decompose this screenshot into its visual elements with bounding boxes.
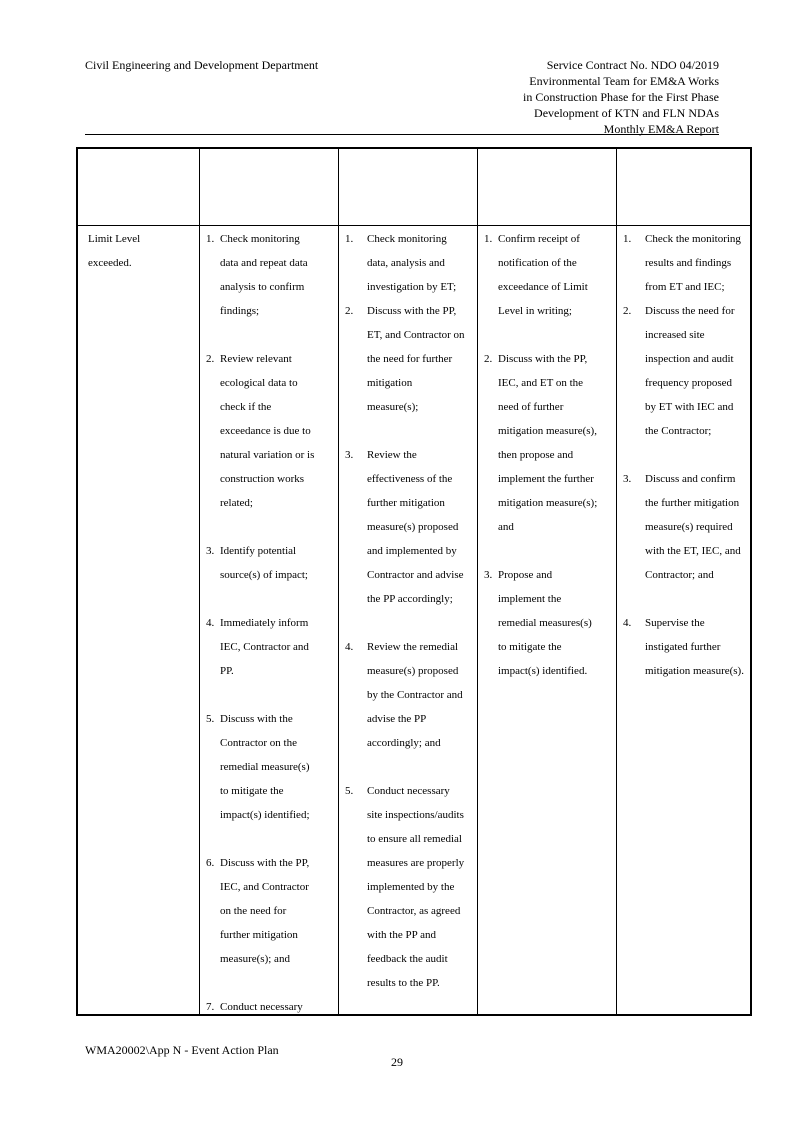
action-item-line: construction works bbox=[220, 473, 305, 485]
action-item-line: need of further bbox=[498, 401, 564, 413]
action-item-line: mitigation measure(s), bbox=[498, 425, 597, 437]
action-item-line: site inspections/audits bbox=[367, 809, 464, 821]
action-item-line: the PP accordingly; bbox=[367, 593, 453, 605]
action-item-line: impact(s) identified; bbox=[220, 809, 310, 821]
action-item-line: measures are properly bbox=[367, 857, 465, 869]
action-item bbox=[623, 467, 753, 587]
action-item bbox=[206, 995, 336, 1019]
action-item-line: Review the bbox=[367, 449, 417, 461]
action-item bbox=[206, 611, 336, 683]
action-item-line: analysis to confirm bbox=[220, 281, 305, 293]
action-item-line: data, analysis and bbox=[367, 257, 445, 269]
action-item bbox=[345, 443, 475, 611]
action-item-line: Identify potential bbox=[220, 545, 297, 557]
action-item bbox=[206, 347, 336, 515]
action-item bbox=[484, 563, 614, 683]
action-item-line: Discuss with the PP, bbox=[498, 353, 588, 365]
action-item bbox=[484, 227, 614, 323]
action-item-line: exceedance is due to bbox=[220, 425, 311, 437]
action-item-number: 4. bbox=[623, 617, 632, 629]
action-item-line: measure(s) proposed bbox=[367, 521, 459, 533]
action-item-line: Contractor; and bbox=[645, 569, 714, 581]
action-item-number: 4. bbox=[345, 641, 354, 653]
action-item-line: the further mitigation bbox=[645, 497, 740, 509]
action-item-line: then propose and bbox=[498, 449, 574, 461]
action-item bbox=[206, 227, 336, 323]
action-item-line: instigated further bbox=[645, 641, 721, 653]
pp-action-cell bbox=[623, 227, 753, 683]
action-item-line: Review relevant bbox=[220, 353, 292, 365]
action-item-number: 1. bbox=[345, 233, 354, 245]
action-item bbox=[345, 227, 475, 299]
action-item-line: mitigation measure(s); bbox=[498, 497, 598, 509]
action-item-line: to mitigate the bbox=[220, 785, 284, 797]
action-item-line: measure(s) proposed bbox=[367, 665, 459, 677]
action-item-line: implemented by the bbox=[367, 881, 455, 893]
action-item-number: 5. bbox=[345, 785, 354, 797]
action-item-line: measure(s); bbox=[367, 401, 419, 413]
action-item-line: Propose and bbox=[498, 569, 553, 581]
action-item-number: 6. bbox=[206, 857, 215, 869]
action-item-line: PP. bbox=[220, 665, 234, 677]
header-divider bbox=[85, 134, 719, 135]
action-item-line: increased site bbox=[645, 329, 705, 341]
action-item-line: ET, and Contractor on bbox=[367, 329, 465, 341]
action-item-number: 4. bbox=[206, 617, 215, 629]
action-item-number: 2. bbox=[206, 353, 215, 365]
action-item-number: 3. bbox=[345, 449, 354, 461]
footer-document-ref: WMA20002\App N - Event Action Plan bbox=[85, 1043, 279, 1057]
action-item-line: ecological data to bbox=[220, 377, 298, 389]
action-item-line: implement the bbox=[498, 593, 562, 605]
action-item-line: by the Contractor and bbox=[367, 689, 463, 701]
action-item-line: mitigation bbox=[367, 377, 413, 389]
action-item-line: IEC, and Contractor bbox=[220, 881, 309, 893]
action-item-line: mitigation measure(s). bbox=[645, 665, 744, 677]
action-item-line: accordingly; and bbox=[367, 737, 441, 749]
action-item-line: the need for further bbox=[367, 353, 453, 365]
action-item bbox=[623, 227, 753, 299]
action-item-line: with the PP and bbox=[367, 929, 436, 941]
action-item-line: and bbox=[498, 521, 514, 533]
action-item-number: 5. bbox=[206, 713, 215, 725]
action-item-line: natural variation or is bbox=[220, 449, 315, 461]
action-item-line: Supervise the bbox=[645, 617, 705, 629]
action-item-line: feedback the audit bbox=[367, 953, 448, 965]
header-contract-line: Service Contract No. NDO 04/2019 bbox=[546, 58, 719, 72]
event-text-line: exceeded. bbox=[88, 257, 132, 269]
action-item-line: related; bbox=[220, 497, 253, 509]
action-item-line: and implemented by bbox=[367, 545, 457, 557]
event-cell bbox=[88, 227, 196, 275]
action-item-line: inspection and audit bbox=[645, 353, 734, 365]
contractor-action-cell bbox=[484, 227, 614, 683]
action-item-line: Confirm receipt of bbox=[498, 233, 580, 245]
column-divider bbox=[199, 149, 200, 1014]
action-item-line: further mitigation bbox=[367, 497, 445, 509]
action-item-number: 2. bbox=[623, 305, 632, 317]
action-item-line: Check monitoring bbox=[220, 233, 300, 245]
action-item-line: the Contractor; bbox=[645, 425, 712, 437]
action-item-line: impact(s) identified. bbox=[498, 665, 588, 677]
column-divider bbox=[477, 149, 478, 1014]
action-item bbox=[345, 635, 475, 755]
action-item-line: results and findings bbox=[645, 257, 732, 269]
action-item-line: notification of the bbox=[498, 257, 577, 269]
action-item-line: from ET and IEC; bbox=[645, 281, 725, 293]
et-action-cell bbox=[206, 227, 336, 1019]
action-item-line: Conduct necessary bbox=[220, 1001, 303, 1013]
action-item-number: 2. bbox=[345, 305, 354, 317]
action-item bbox=[623, 299, 753, 443]
action-item-line: IEC, and ET on the bbox=[498, 377, 584, 389]
header-department: Civil Engineering and Development Department bbox=[85, 58, 319, 72]
action-item bbox=[623, 611, 753, 683]
action-item-line: Level in writing; bbox=[498, 305, 572, 317]
action-item-line: measure(s); and bbox=[220, 953, 290, 965]
action-item-number: 3. bbox=[206, 545, 215, 557]
action-item-line: advise the PP bbox=[367, 713, 427, 725]
action-item-line: Discuss with the bbox=[220, 713, 293, 725]
action-item-line: results to the PP. bbox=[367, 977, 440, 989]
action-item bbox=[345, 779, 475, 995]
action-item bbox=[206, 539, 336, 587]
event-action-table bbox=[76, 147, 752, 1016]
action-item bbox=[484, 347, 614, 539]
column-divider bbox=[616, 149, 617, 1014]
action-item-line: Check monitoring bbox=[367, 233, 447, 245]
action-item-line: Contractor on the bbox=[220, 737, 297, 749]
action-item-number: 3. bbox=[623, 473, 632, 485]
action-item-number: 1. bbox=[206, 233, 215, 245]
action-item-number: 1. bbox=[623, 233, 632, 245]
column-divider bbox=[338, 149, 339, 1014]
action-item-line: check if the bbox=[220, 401, 272, 413]
header-contract-line: in Construction Phase for the First Phase bbox=[523, 90, 719, 104]
iec-action-cell bbox=[345, 227, 475, 995]
action-item bbox=[206, 851, 336, 971]
header-contract-line: Monthly EM&A Report bbox=[603, 122, 719, 136]
action-item bbox=[345, 299, 475, 419]
header-row-divider bbox=[78, 225, 750, 226]
header-contract-info bbox=[523, 57, 719, 137]
action-item-line: remedial measures(s) bbox=[498, 617, 592, 629]
action-item-line: remedial measure(s) bbox=[220, 761, 310, 773]
action-item-line: exceedance of Limit bbox=[498, 281, 588, 293]
action-item-line: data and repeat data bbox=[220, 257, 308, 269]
header-contract-line: Development of KTN and FLN NDAs bbox=[534, 106, 719, 120]
action-item-line: by ET with IEC and bbox=[645, 401, 734, 413]
action-item-line: to mitigate the bbox=[498, 641, 562, 653]
action-item-number: 7. bbox=[206, 1001, 215, 1013]
action-item-line: Check the monitoring bbox=[645, 233, 741, 245]
action-item-line: frequency proposed bbox=[645, 377, 733, 389]
action-item-line: investigation by ET; bbox=[367, 281, 457, 293]
action-item-number: 2. bbox=[484, 353, 493, 365]
page-number: 29 bbox=[391, 1055, 403, 1069]
event-text-line: Limit Level bbox=[88, 233, 141, 245]
action-item-line: Discuss with the PP, bbox=[367, 305, 457, 317]
action-item-line: to ensure all remedial bbox=[367, 833, 462, 845]
action-item-line: Conduct necessary bbox=[367, 785, 450, 797]
action-item-line: Contractor and advise bbox=[367, 569, 464, 581]
action-item-line: Discuss with the PP, bbox=[220, 857, 310, 869]
action-item-line: implement the further bbox=[498, 473, 594, 485]
action-item-line: Review the remedial bbox=[367, 641, 459, 653]
action-item bbox=[206, 707, 336, 827]
action-item-line: Contractor, as agreed bbox=[367, 905, 461, 917]
action-item-line: Immediately inform bbox=[220, 617, 309, 629]
action-item-number: 3. bbox=[484, 569, 493, 581]
action-item-line: with the ET, IEC, and bbox=[645, 545, 741, 557]
action-item-number: 1. bbox=[484, 233, 493, 245]
action-item-line: Discuss the need for bbox=[645, 305, 735, 317]
action-item-line: measure(s) required bbox=[645, 521, 733, 533]
action-item-line: Discuss and confirm bbox=[645, 473, 736, 485]
action-item-line: on the need for bbox=[220, 905, 287, 917]
action-item-line: effectiveness of the bbox=[367, 473, 453, 485]
action-item-line: further mitigation bbox=[220, 929, 298, 941]
header-contract-line: Environmental Team for EM&A Works bbox=[529, 74, 719, 88]
action-item-line: IEC, Contractor and bbox=[220, 641, 309, 653]
action-item-line: findings; bbox=[220, 305, 260, 317]
action-item-line: source(s) of impact; bbox=[220, 569, 308, 581]
